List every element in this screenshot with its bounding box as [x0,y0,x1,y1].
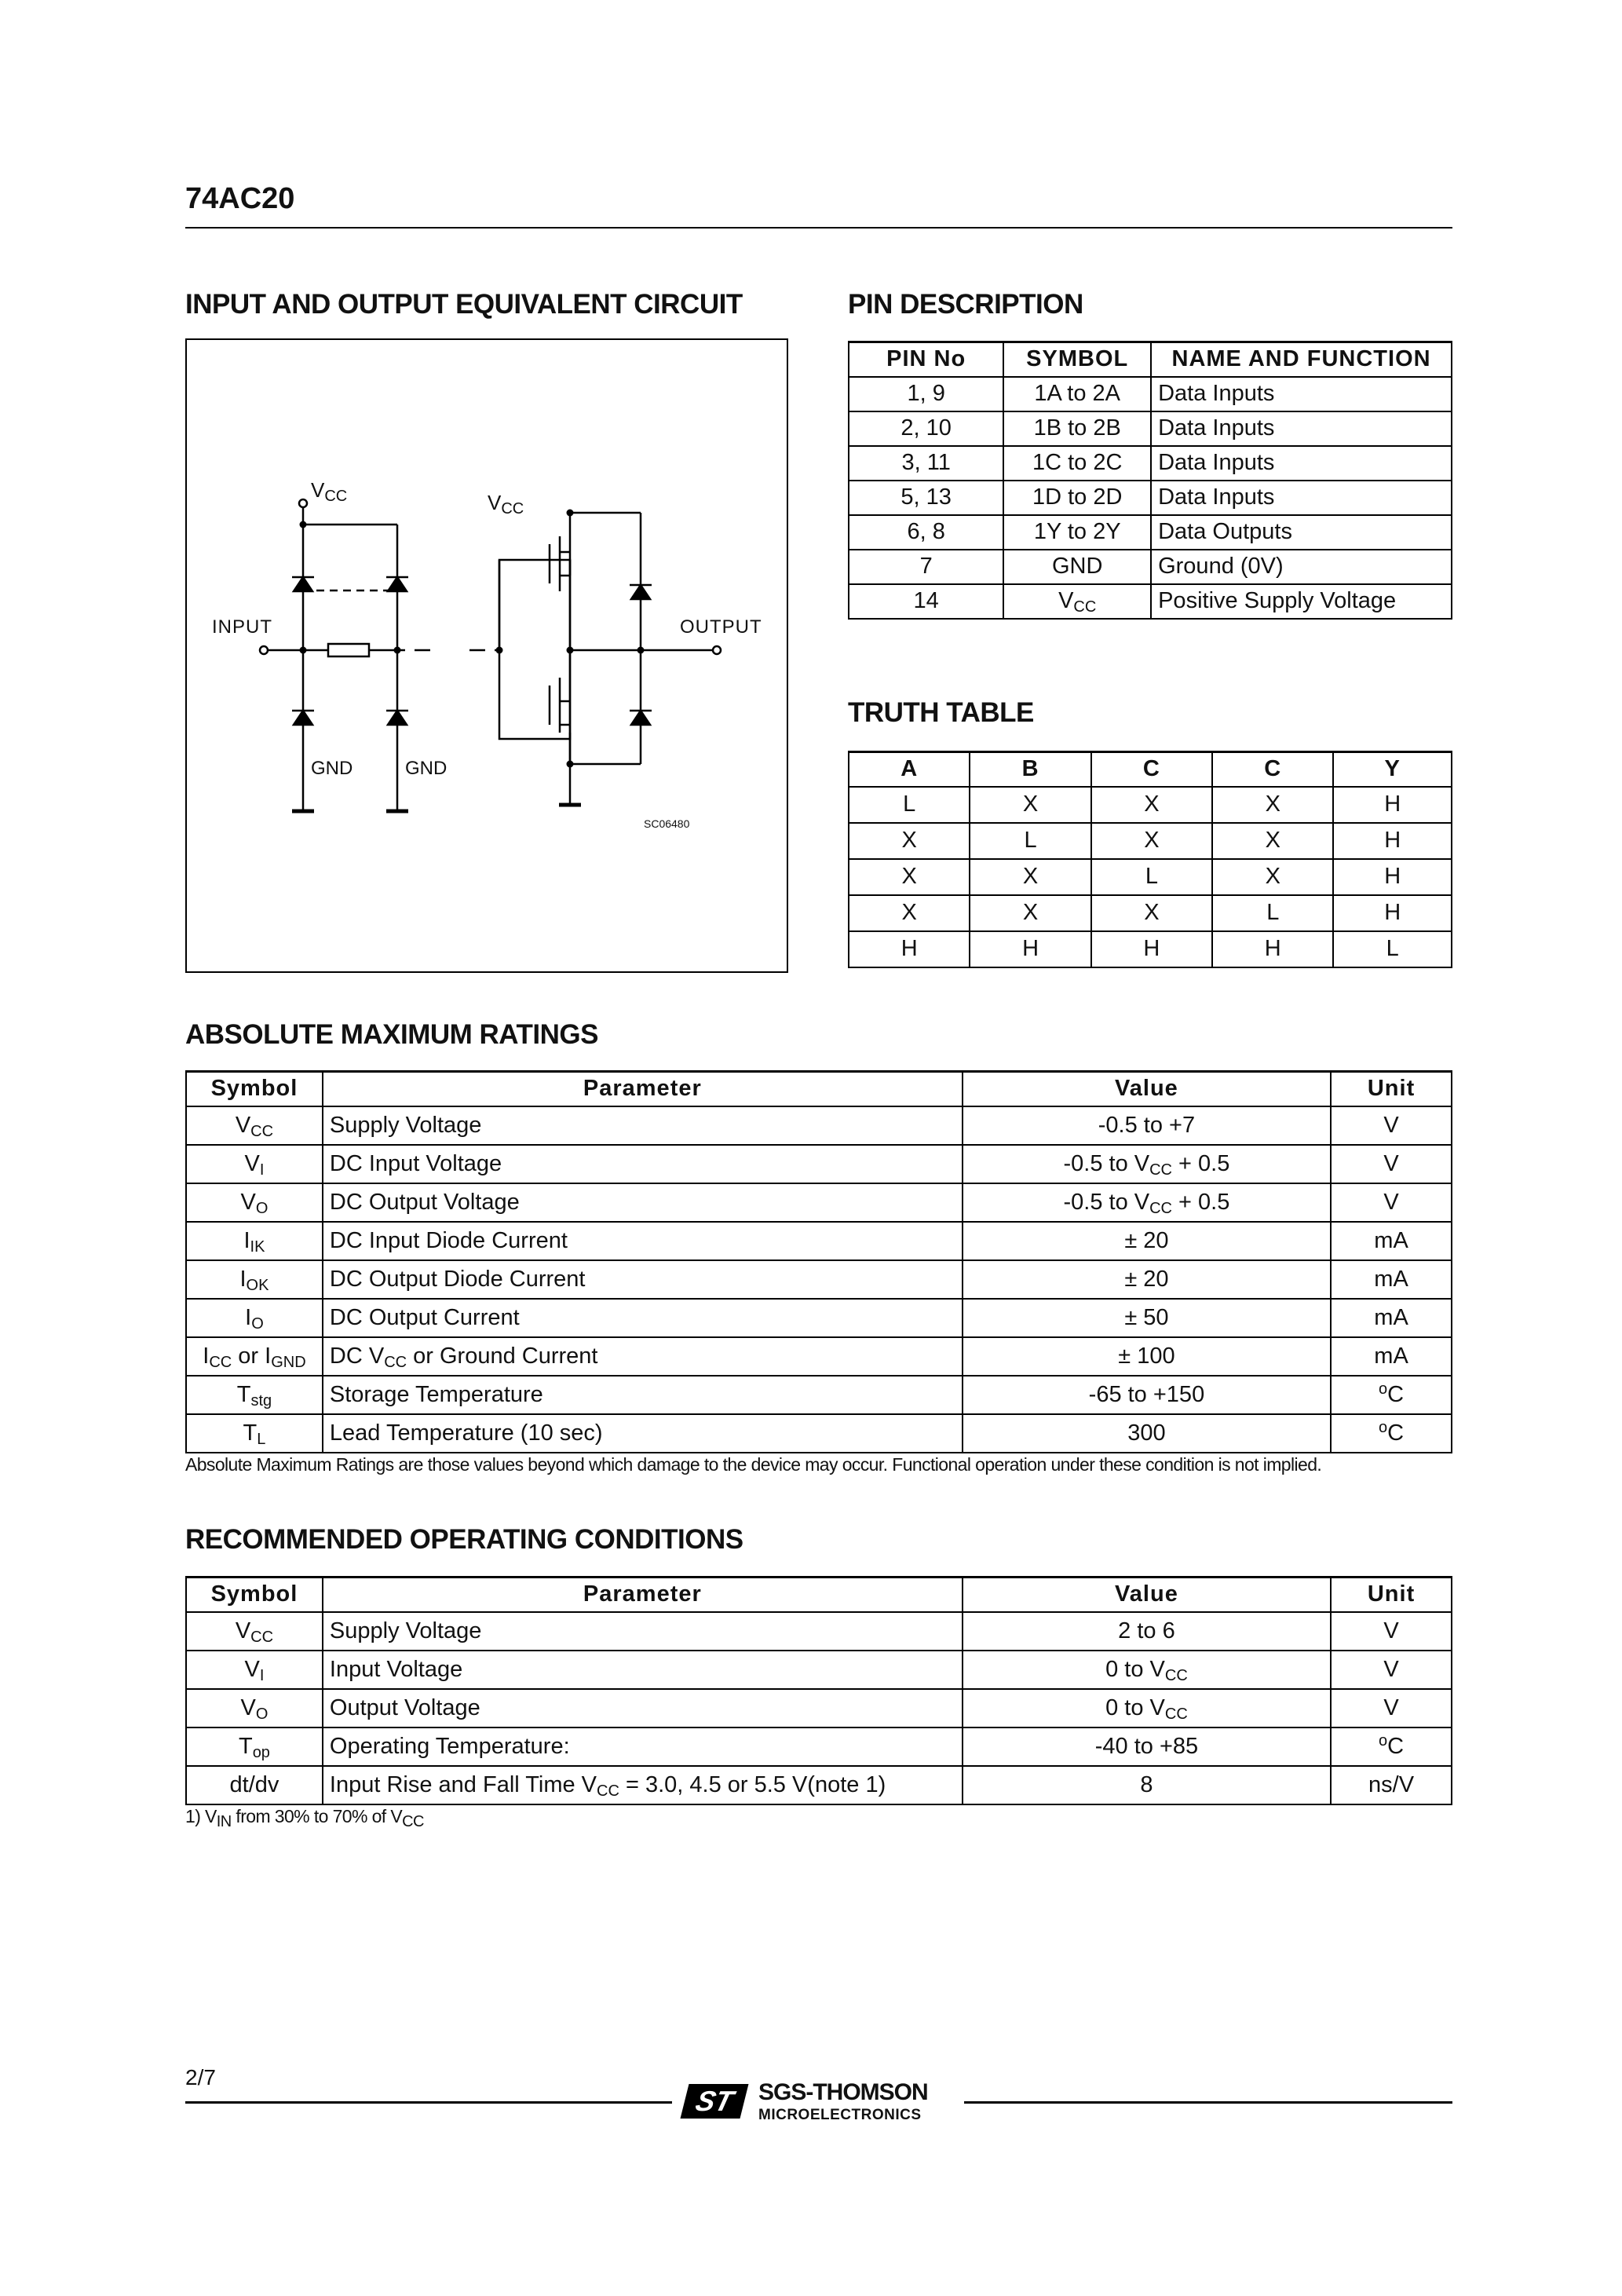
truth-cell: X [970,787,1090,823]
rec-parameter-cell [323,1651,963,1689]
pin-number-cell: 5, 13 [849,481,1003,515]
abs-value-pre: -0.5 to V [1063,1189,1150,1215]
abs-symbol-sub: IK [250,1238,265,1256]
abs-row [186,1222,1452,1260]
rec-unit-degree: o [1379,1731,1388,1749]
abs-symbol-sub: OK [246,1276,269,1294]
abs-symbol-cell [186,1376,323,1414]
truth-cell: X [1091,895,1212,931]
pin-symbol-text: 1A to 2A [1034,381,1121,406]
abs-symbol-sub: O [255,1199,269,1217]
abs-max-title: ABSOLUTE MAXIMUM RATINGS [185,1019,598,1050]
rec-symbol-text: V [244,1656,260,1682]
abs-symbol-cell [186,1299,323,1337]
abs-unit-cell [1331,1376,1452,1414]
pin-row [849,481,1452,515]
pin-number-cell: 3, 11 [849,446,1003,481]
drawing-code: SC06480 [644,817,690,830]
truth-header-1: B [970,752,1090,787]
vcc-label-input: $V_{CC}$ [311,478,348,505]
truth-header-4: Y [1333,752,1452,787]
rec-header-symbol: Symbol [186,1578,323,1612]
abs-symbol-sub: O [251,1314,264,1333]
truth-cell: H [1212,931,1333,967]
abs-unit-text: V [1383,1189,1399,1215]
truth-cell: H [1333,895,1452,931]
rec-unit-text: V [1383,1618,1399,1643]
abs-row [186,1183,1452,1222]
pin-symbol-cell [1003,377,1151,411]
rec-value-pre: 0 to V [1105,1656,1165,1682]
truth-cell: L [970,823,1090,859]
abs-unit-text: mA [1374,1343,1408,1369]
rec-row [186,1612,1452,1651]
rec-parameter-post: = 3.0, 4.5 or 5.5 V(note 1) [619,1771,886,1797]
pin-symbol-cell [1003,411,1151,446]
abs-row [186,1337,1452,1376]
pin-symbol-sub: CC [1073,598,1097,616]
rec-row [186,1766,1452,1804]
truth-cell: L [1091,859,1212,895]
rec-parameter-cell [323,1766,963,1804]
abs-value-text: ± 20 [1124,1266,1169,1292]
abs-unit-text: mA [1374,1266,1408,1292]
pin-number-cell: 14 [849,584,1003,619]
truth-header-0: A [849,752,970,787]
abs-unit-cell [1331,1299,1452,1337]
abs-parameter-post: or Ground Current [407,1343,598,1369]
rec-unit-text: ns/V [1368,1771,1415,1797]
truth-row [849,895,1452,931]
pin-symbol-text: 1D to 2D [1032,484,1123,510]
abs-row [186,1145,1452,1183]
pin-header-symbol: SYMBOL [1003,342,1151,377]
abs-value-sub: CC [1149,1161,1172,1179]
truth-cell: X [849,859,970,895]
pin-function-cell: Data Inputs [1151,411,1452,446]
rec-parameter-cell [323,1689,963,1727]
pin-number-cell: 1, 9 [849,377,1003,411]
rec-value-cell [963,1612,1331,1651]
abs-unit-cell [1331,1145,1452,1183]
rec-symbol-text: V [240,1695,256,1720]
page-number: 2/7 [185,2065,216,2089]
rec-value-cell [963,1727,1331,1766]
abs-header-value: Value [963,1072,1331,1106]
rec-parameter-sub: CC [597,1782,619,1800]
abs-row [186,1299,1452,1337]
truth-cell: X [849,895,970,931]
brand-name: SGS-THOMSON [758,2079,928,2105]
pin-symbol-text: 1Y to 2Y [1033,519,1121,544]
truth-cell: L [849,787,970,823]
rec-unit-text: V [1383,1695,1399,1720]
rec-value-text: -40 to +85 [1094,1733,1199,1759]
truth-cell: X [1091,787,1212,823]
pin-row [849,584,1452,619]
abs-header-symbol: Symbol [186,1072,323,1106]
abs-symbol-cell [186,1183,323,1222]
abs-value-cell [963,1337,1331,1376]
pin-row [849,550,1452,584]
truth-cell: H [1333,859,1452,895]
truth-header-3: C [1212,752,1333,787]
st-logo [681,2084,749,2119]
abs-parameter-cell [323,1376,963,1414]
rec-value-sub: CC [1164,1666,1188,1684]
abs-symbol-text: I [203,1343,210,1369]
st-logo-text: ST [692,2085,737,2117]
abs-parameter-text: DC Input Diode Current [329,1227,568,1253]
pin-number-cell: 2, 10 [849,411,1003,446]
rec-symbol-cell [186,1766,323,1804]
abs-parameter-text: Supply Voltage [329,1112,482,1138]
abs-row [186,1414,1452,1453]
abs-unit-cell [1331,1337,1452,1376]
rec-value-text: 2 to 6 [1118,1618,1175,1643]
abs-parameter-cell [323,1337,963,1376]
abs-unit-cell [1331,1414,1452,1453]
rec-unit-cell [1331,1651,1452,1689]
pin-symbol-text: 1C to 2C [1032,450,1123,475]
pin-function-cell: Data Inputs [1151,377,1452,411]
abs-value-text: 300 [1127,1420,1166,1446]
pin-symbol-cell [1003,584,1151,619]
pin-row [849,411,1452,446]
abs-unit-text: V [1383,1150,1399,1176]
rec-header-parameter: Parameter [323,1578,963,1612]
pin-header-pin: PIN No [849,342,1003,377]
abs-unit-cell [1331,1183,1452,1222]
abs-unit-text: C [1387,1420,1405,1446]
rec-parameter-cell [323,1612,963,1651]
rec-unit-cell [1331,1727,1452,1766]
abs-value-post: + 0.5 [1172,1150,1230,1176]
abs-unit-cell [1331,1106,1452,1145]
abs-unit-text: C [1387,1381,1405,1407]
rec-row [186,1727,1452,1766]
abs-symbol-sub: stg [250,1391,272,1409]
abs-symbol-cell [186,1260,323,1299]
abs-row [186,1106,1452,1145]
rec-value-cell [963,1689,1331,1727]
abs-value-text: -0.5 to +7 [1098,1112,1196,1138]
abs-row [186,1376,1452,1414]
abs-parameter-cell [323,1222,963,1260]
abs-parameter-text: DC Output Current [329,1304,520,1330]
abs-symbol-cell [186,1414,323,1453]
pin-symbol-text: 1B to 2B [1033,415,1121,441]
truth-cell: H [1091,931,1212,967]
abs-value-cell [963,1106,1331,1145]
rec-value-sub: CC [1164,1705,1188,1723]
input-label: INPUT [212,616,272,638]
output-label: OUTPUT [680,616,762,638]
circuit-schematic [187,340,787,971]
truth-cell: X [849,823,970,859]
abs-symbol-text: T [243,1420,258,1446]
rec-row [186,1689,1452,1727]
truth-cell: X [970,859,1090,895]
truth-row [849,859,1452,895]
pin-row [849,377,1452,411]
rec-parameter-text: Operating Temperature: [329,1733,570,1759]
abs-symbol-sub: L [257,1430,266,1448]
abs-symbol-cell [186,1106,323,1145]
abs-value-cell [963,1376,1331,1414]
abs-unit-text: V [1383,1112,1399,1138]
pin-description-title: PIN DESCRIPTION [848,289,1083,320]
rec-symbol-text: dt/dv [229,1771,279,1797]
abs-value-sub: CC [1149,1199,1172,1217]
gnd-label-1: GND [311,758,353,779]
rec-symbol-text: T [238,1733,253,1759]
truth-header-2: C [1091,752,1212,787]
rec-op-note: 1) $V_{IN}$ from 30% to 70% of $V_{CC}$ [185,1806,424,1830]
abs-symbol-sub2: GND [271,1353,306,1371]
pin-header-function: NAME AND FUNCTION [1151,342,1452,377]
abs-parameter-text: DC Output Diode Current [329,1266,586,1292]
abs-header-unit: Unit [1331,1072,1452,1106]
abs-symbol-text: T [236,1381,251,1407]
pin-symbol-cell [1003,481,1151,515]
abs-unit-text: mA [1374,1304,1408,1330]
abs-value-cell [963,1299,1331,1337]
pin-function-cell: Data Outputs [1151,515,1452,550]
footer-rule-left [185,2101,672,2104]
rec-symbol-sub: O [255,1705,269,1723]
abs-parameter-text: Storage Temperature [329,1381,543,1407]
truth-cell: H [1333,823,1452,859]
truth-cell: H [970,931,1090,967]
abs-symbol-text: I [245,1304,252,1330]
rec-parameter-text: Supply Voltage [329,1618,482,1643]
pin-symbol-cell [1003,515,1151,550]
pin-symbol-cell [1003,446,1151,481]
abs-max-note: Absolute Maximum Ratings are those values beyond which damage to the device may occur. Functional operation under these condition is not implied. [185,1454,1322,1475]
rec-parameter-text: Output Voltage [329,1695,480,1720]
abs-symbol-text: I [243,1227,250,1253]
abs-value-text: ± 50 [1124,1304,1169,1330]
abs-symbol-cell [186,1145,323,1183]
truth-cell: X [1212,859,1333,895]
rec-parameter-pre: Input Rise and Fall Time V [329,1771,597,1797]
rec-symbol-sub: I [259,1666,265,1684]
abs-unit-degree: o [1379,1418,1388,1436]
truth-cell: L [1333,931,1452,967]
abs-parameter-text: DC Input Voltage [329,1150,502,1176]
rec-symbol-text: V [235,1618,251,1643]
rec-unit-cell [1331,1689,1452,1727]
truth-row [849,823,1452,859]
pin-function-cell: Positive Supply Voltage [1151,584,1452,619]
abs-symbol-cell [186,1222,323,1260]
truth-table [848,751,1452,968]
abs-parameter-cell [323,1145,963,1183]
pin-symbol-text: GND [1051,554,1103,579]
abs-value-cell [963,1145,1331,1183]
abs-value-text: ± 100 [1118,1343,1175,1369]
abs-unit-degree: o [1379,1380,1388,1398]
abs-parameter-sub: CC [384,1353,407,1371]
abs-unit-text: mA [1374,1227,1408,1253]
pin-symbol-text: V [1058,588,1074,613]
abs-unit-cell [1331,1222,1452,1260]
truth-row [849,787,1452,823]
abs-symbol-sub: CC [209,1353,232,1371]
abs-value-post: + 0.5 [1172,1189,1230,1215]
footer-rule-right [964,2101,1452,2104]
rec-op-table [185,1576,1452,1805]
pin-symbol-cell [1003,550,1151,584]
abs-symbol-text: V [244,1150,260,1176]
rec-symbol-cell [186,1689,323,1727]
rec-value-text: 8 [1140,1771,1153,1797]
truth-cell: X [1212,787,1333,823]
abs-parameter-pre: DC V [329,1343,385,1369]
abs-symbol-cell [186,1337,323,1376]
abs-value-cell [963,1183,1331,1222]
rec-value-pre: 0 to V [1105,1695,1165,1720]
abs-value-text: -65 to +150 [1088,1381,1205,1407]
truth-cell: L [1212,895,1333,931]
abs-parameter-text: DC Output Voltage [329,1189,520,1215]
circuit-title: INPUT AND OUTPUT EQUIVALENT CIRCUIT [185,289,743,320]
rec-unit-cell [1331,1766,1452,1804]
abs-parameter-cell [323,1299,963,1337]
truth-row [849,931,1452,967]
abs-symbol-text: V [235,1112,251,1138]
abs-row [186,1260,1452,1299]
rec-header-value: Value [963,1578,1331,1612]
abs-symbol-mid: or I [232,1343,272,1369]
truth-cell: X [1212,823,1333,859]
rec-unit-text: C [1387,1733,1405,1759]
abs-value-cell [963,1414,1331,1453]
abs-parameter-cell [323,1183,963,1222]
abs-parameter-cell [323,1414,963,1453]
abs-symbol-sub: CC [250,1122,274,1140]
rec-symbol-sub: CC [250,1628,274,1646]
pin-number-cell: 6, 8 [849,515,1003,550]
rec-header-unit: Unit [1331,1578,1452,1612]
rec-parameter-cell [323,1727,963,1766]
abs-unit-cell [1331,1260,1452,1299]
circuit-diagram [185,338,788,973]
rec-unit-cell [1331,1612,1452,1651]
abs-value-cell [963,1260,1331,1299]
rec-op-title: RECOMMENDED OPERATING CONDITIONS [185,1524,743,1555]
abs-value-cell [963,1222,1331,1260]
pin-description-table [848,341,1452,620]
pin-row [849,446,1452,481]
pin-row [849,515,1452,550]
rec-row [186,1651,1452,1689]
abs-value-text: ± 20 [1124,1227,1169,1253]
rec-symbol-cell [186,1651,323,1689]
abs-parameter-text: Lead Temperature (10 sec) [329,1420,603,1446]
truth-cell: X [1091,823,1212,859]
truth-cell: H [849,931,970,967]
abs-header-parameter: Parameter [323,1072,963,1106]
truth-table-title: TRUTH TABLE [848,697,1034,728]
abs-value-pre: -0.5 to V [1063,1150,1150,1176]
abs-symbol-text: V [240,1189,256,1215]
rec-parameter-text: Input Voltage [329,1656,463,1682]
pin-function-cell: Ground (0V) [1151,550,1452,584]
header-rule [185,227,1452,229]
pin-function-cell: Data Inputs [1151,446,1452,481]
truth-cell: H [1333,787,1452,823]
rec-value-cell [963,1766,1331,1804]
pin-function-cell: Data Inputs [1151,481,1452,515]
pin-number-cell: 7 [849,550,1003,584]
rec-unit-text: V [1383,1656,1399,1682]
vcc-label-output: $V_{CC}$ [488,491,524,517]
abs-symbol-sub: I [259,1161,265,1179]
truth-cell: X [970,895,1090,931]
rec-value-cell [963,1651,1331,1689]
rec-symbol-sub: op [252,1743,270,1761]
part-number: 74AC20 [185,182,295,215]
abs-symbol-text: I [239,1266,247,1292]
rec-symbol-cell [186,1612,323,1651]
brand-subtitle: MICROELECTRONICS [758,2107,922,2123]
abs-max-table [185,1070,1452,1453]
gnd-label-2: GND [405,758,448,779]
abs-parameter-cell [323,1106,963,1145]
abs-parameter-cell [323,1260,963,1299]
rec-symbol-cell [186,1727,323,1766]
